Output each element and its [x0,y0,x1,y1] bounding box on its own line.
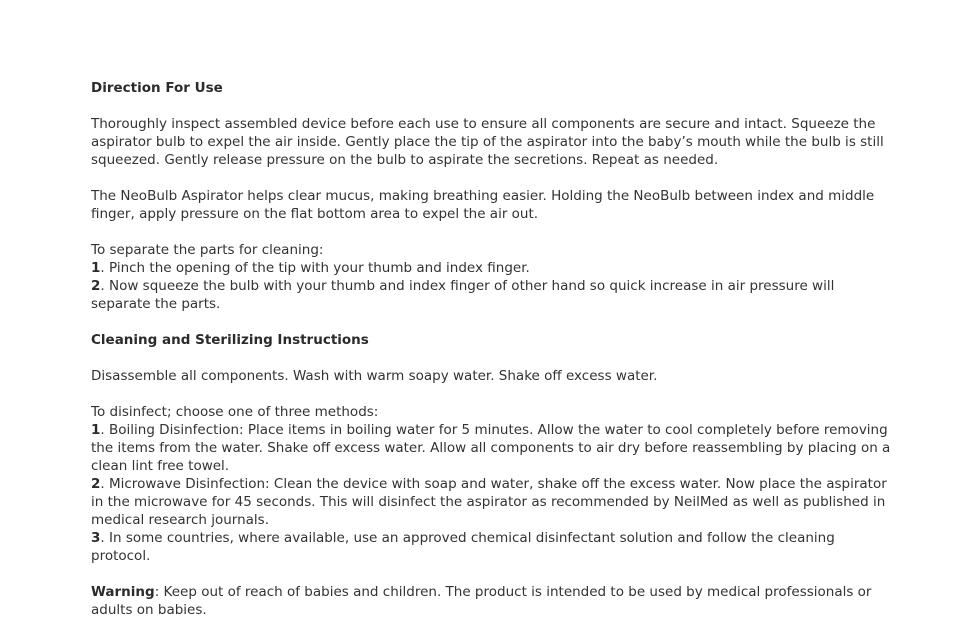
spacer [91,385,891,403]
disinfect-method-3 [91,529,891,565]
spacer [91,97,891,115]
spacer [91,565,891,583]
method-text: . In some countries, where available, use an approved chemical disinfectant solution and follow the cleaning protocol. [91,530,835,564]
separate-intro: To separate the parts for cleaning: [91,242,324,258]
spacer [91,223,891,241]
method-number: 2 [91,476,101,492]
method-text: . Boiling Disinfection: Place items in boiling water for 5 minutes. Allow the water to cool completely before removing the items from the water. Shake off excess water. Allow all components to air dry before reassembling by placing on a clean lint free towel. [91,422,891,474]
document-body [91,79,891,619]
separate-step-2 [91,277,891,313]
step-text: . Pinch the opening of the tip with your thumb and index finger. [100,260,530,276]
method-text: . Microwave Disinfection: Clean the device with soap and water, shake off the excess water. Now place the aspirator in the microwave for 45 seconds. This will disinfect the aspirator as recommended by NeilMed as well as published in medical research journals. [91,476,887,528]
method-number: 1 [91,422,101,438]
step-number: 2 [91,278,101,294]
spacer [91,169,891,187]
disinfect-method-2 [91,475,891,529]
cleaning-heading: Cleaning and Sterilizing Instructions [91,332,369,348]
direction-paragraph-2: The NeoBulb Aspirator helps clear mucus, making breathing easier. Holding the NeoBulb between index and middle finger, apply pressure on the flat bottom area to expel the air out. [91,188,875,222]
warning-text: : Keep out of reach of babies and children. The product is intended to be used by medical professionals or adults on babies. [91,584,872,618]
separate-step-1 [91,259,891,277]
spacer [91,349,891,367]
step-number: 1 [91,260,101,276]
cleaning-paragraph-1: Disassemble all components. Wash with warm soapy water. Shake off excess water. [91,368,658,384]
direction-paragraph-1: Thoroughly inspect assembled device before each use to ensure all components are secure and intact. Squeeze the aspirator bulb to expel the air inside. Gently place the tip of the aspirator into the baby’s mouth while the bulb is still squeezed. Gently release pressure on the bulb to aspirate the secretions. Repeat as needed. [91,116,884,168]
warning-label: Warning [91,584,155,600]
method-number: 3 [91,530,101,546]
disinfect-method-1 [91,421,891,475]
warning-paragraph [91,583,891,619]
step-text: . Now squeeze the bulb with your thumb and index finger of other hand so quick increase in air pressure will separate the parts. [91,278,835,312]
direction-heading: Direction For Use [91,80,223,96]
disinfect-intro: To disinfect; choose one of three methods: [91,404,379,420]
spacer [91,313,891,331]
